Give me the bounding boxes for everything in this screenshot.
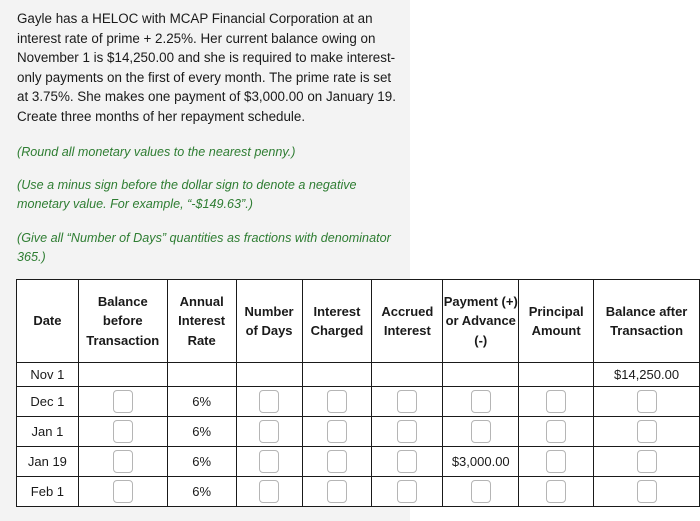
annual-rate-value: 6% [167,387,236,417]
annual-rate-value: 6% [167,447,236,477]
interest-charged-cell [302,387,372,417]
principal-input[interactable] [546,420,566,443]
accrued-interest-input[interactable] [397,420,417,443]
accrued-interest-input[interactable] [397,480,417,503]
interest-charged-input[interactable] [327,450,347,473]
interest-charged-input[interactable] [327,480,347,503]
balance-before-input[interactable] [113,390,133,413]
interest-charged-cell [302,447,372,477]
interest-charged-input[interactable] [327,420,347,443]
row-date: Nov 1 [17,363,79,387]
balance-after-input[interactable] [637,420,657,443]
interest-charged-cell [302,477,372,507]
payment-value: $3,000.00 [443,447,519,477]
table-row [17,477,700,507]
cell-empty [167,363,236,387]
row-date: Dec 1 [17,387,79,417]
days-input[interactable] [259,480,279,503]
header-balance-after: Balance after Transaction [594,280,700,363]
accrued-interest-cell [372,387,443,417]
accrued-interest-cell [372,447,443,477]
cell-empty [236,363,302,387]
row-date: Jan 19 [17,447,79,477]
header-payment: Payment (+) or Advance (-) [443,280,519,363]
table-row [17,417,700,447]
balance-after-input[interactable] [637,450,657,473]
balance-after-cell [594,477,700,507]
principal-cell [519,447,594,477]
row-date: Feb 1 [17,477,79,507]
balance-before-input[interactable] [113,480,133,503]
days-input[interactable] [259,450,279,473]
repayment-schedule-table [16,279,700,507]
days-fraction-instruction: (Give all “Number of Days” quantities as fractions with denominator 365.) [17,231,391,264]
table-row [17,387,700,417]
payment-cell [443,417,519,447]
accrued-interest-cell [372,477,443,507]
cell-empty [78,363,167,387]
header-accrued-interest: Accrued Interest [372,280,443,363]
annual-rate-value: 6% [167,417,236,447]
rounding-instruction: (Round all monetary values to the nearest penny.) [17,145,296,159]
interest-charged-cell [302,417,372,447]
principal-input[interactable] [546,450,566,473]
header-annual-rate: Annual Interest Rate [167,280,236,363]
accrued-interest-input[interactable] [397,450,417,473]
principal-input[interactable] [546,390,566,413]
row-date: Jan 1 [17,417,79,447]
cell-empty [302,363,372,387]
balance-before-cell [78,387,167,417]
principal-input[interactable] [546,480,566,503]
table-header-row [17,280,700,363]
negative-sign-instruction: (Use a minus sign before the dollar sign to denote a negative monetary value. For example, “-$149.63”.) [17,178,357,211]
balance-after-input[interactable] [637,390,657,413]
balance-after-cell [594,447,700,477]
days-cell [236,447,302,477]
principal-cell [519,417,594,447]
balance-before-cell [78,447,167,477]
problem-statement: Gayle has a HELOC with MCAP Financial Corporation at an interest rate of prime + 2.25%. Her current balance owing on November 1 is $14,250.00 and she is required to make interest-only payments on the first of every month. The prime rate is set at 3.75%. She makes one payment of $3,000.00 on January 19. Create three months of her repayment schedule. [17,11,396,124]
table-row [17,363,700,387]
balance-before-cell [78,417,167,447]
principal-cell [519,477,594,507]
principal-cell [519,387,594,417]
payment-cell [443,477,519,507]
cell-empty [372,363,443,387]
cell-empty [443,363,519,387]
balance-before-input[interactable] [113,420,133,443]
days-cell [236,387,302,417]
accrued-interest-input[interactable] [397,390,417,413]
balance-after-input[interactable] [637,480,657,503]
payment-cell [443,387,519,417]
header-principal: Principal Amount [519,280,594,363]
table-row [17,447,700,477]
annual-rate-value: 6% [167,477,236,507]
payment-input[interactable] [471,420,491,443]
cell-empty [519,363,594,387]
days-cell [236,477,302,507]
header-balance-before: Balance before Transaction [78,280,167,363]
days-input[interactable] [259,420,279,443]
days-input[interactable] [259,390,279,413]
balance-after-value: $14,250.00 [594,363,700,387]
header-interest-charged: Interest Charged [302,280,372,363]
interest-charged-input[interactable] [327,390,347,413]
balance-after-cell [594,417,700,447]
header-number-of-days: Number of Days [236,280,302,363]
accrued-interest-cell [372,417,443,447]
header-date: Date [17,280,79,363]
balance-after-cell [594,387,700,417]
balance-before-input[interactable] [113,450,133,473]
days-cell [236,417,302,447]
payment-input[interactable] [471,390,491,413]
payment-input[interactable] [471,480,491,503]
balance-before-cell [78,477,167,507]
